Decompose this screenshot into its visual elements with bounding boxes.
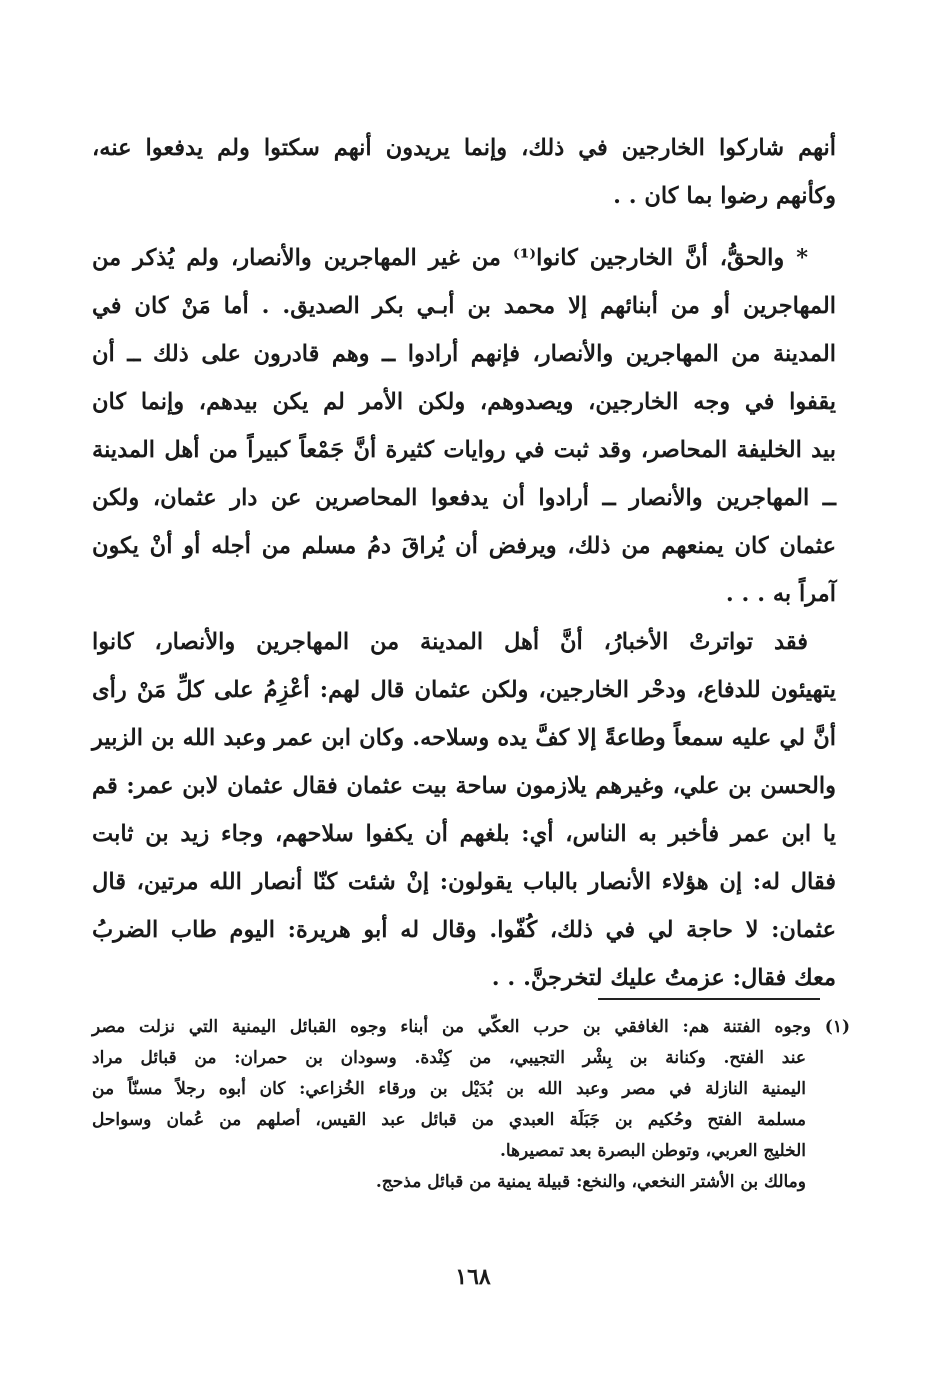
text-line: ــ المهاجرين والأنصار ــ أرادوا أن يدفعوا المحاصرين عن دار عثمان، ولكن [92, 485, 836, 511]
footnotes [92, 1012, 850, 1198]
text-line: فقال له: إن هؤلاء الأنصار بالباب يقولون: إنْ شئت كنّا أنصار الله مرتين، قال [92, 869, 836, 895]
footnote-line: الخليج العربي، وتوطن البصرة بعد تمصيرها. [499, 1141, 806, 1161]
text-line: يا ابن عمر فأخبر به الناس، أي: بلغهم أن يكفوا سلاحهم، وجاء زيد بن ثابت [92, 821, 836, 847]
text-line: المدينة من المهاجرين والأنصار، فإنهم أرادوا ــ وهم قادرون على ذلك ــ أن [92, 341, 836, 367]
paragraph-2 [92, 234, 836, 618]
text-line: آمراً به . . . [725, 581, 836, 607]
paragraph-3 [92, 618, 836, 1002]
footnote-line: عند الفتح. وكنانة بن بِشْر التجيبي، من كِنْدة. وسودان بن حمران: من قبائل مراد [92, 1048, 806, 1068]
page-number: ١٦٨ [455, 1264, 491, 1290]
footnote-line: (١) وجوه الفتنة هم: الغافقي بن حرب العكّي من أبناء وجوه القبائل اليمنية التي نزلت مصر [92, 1017, 850, 1037]
footnote-line: ومالك بن الأشتر النخعي، والنخع: قبيلة يمنية من قبائل مذحج. [375, 1172, 806, 1192]
footnote-line: اليمنية النازلة في مصر وعبد الله بن بُدَيْل بن ورقاء الخُزاعي: كان أبوه رجلاً مسنّاً من [92, 1079, 806, 1099]
text-line: أنهم شاركوا الخارجين في ذلك، وإنما يريدون أنهم سكتوا ولم يدفعوا عنه، [92, 135, 836, 161]
text-line: بيد الخليفة المحاصر، وقد ثبت في روايات كثيرة أنَّ جَمْعاً كبيراً من أهل المدينة [92, 437, 836, 463]
text-line: معك فقال: عزمتُ عليك لتخرجنَّ. . . [491, 965, 836, 991]
text-line: وكأنهم رضوا بما كان . . [613, 183, 836, 209]
text-line: أنَّ لي عليه سمعاً وطاعةً إلا كفَّ يده وسلاحه. وكان ابن عمر وعبد الله بن الزبير [92, 725, 836, 751]
paragraph-1 [92, 124, 836, 220]
footnote-line: مسلمة الفتح وحُكيم بن جَبَلَة العبدي من قبائل عبد القيس، أصلهم من عُمان وسواحل [92, 1110, 806, 1130]
text-line: المهاجرين أو من أبنائهم إلا محمد بن أبـي بكر الصديق. . أما مَنْ كان في [92, 293, 836, 319]
text-line: عثمان كان يمنعهم من ذلك، ويرفض أن يُراقَ دمُ مسلم من أجله أو أنْ يكون [92, 533, 836, 559]
footnote-separator [598, 998, 820, 1000]
text-line: فقد تواترتْ الأخبارُ، أنَّ أهل المدينة من المهاجرين والأنصار، كانوا [92, 629, 808, 655]
text-line: عثمان: لا حاجة لي في ذلك، كُفّوا. وقال له أبو هريرة: اليوم طاب الضربُ [92, 917, 836, 943]
text-line: والحسن بن علي، وغيرهم يلازمون ساحة بيت عثمان فقال عثمان لابن عمر: قم [92, 773, 836, 799]
text-line: * والحقُّ، أنَّ الخارجين كانوا⁽¹⁾ من غير المهاجرين والأنصار، ولم يُذكر من [92, 245, 808, 271]
text-line: يتهيئون للدفاع، ودحْر الخارجين، ولكن عثمان قال لهم: أعْزِمُ على كلِّ مَنْ رأى [92, 677, 836, 703]
text-line: يقفوا في وجه الخارجين، ويصدوهم، ولكن الأمر لم يكن بيدهم، وإنما كان [92, 389, 836, 415]
